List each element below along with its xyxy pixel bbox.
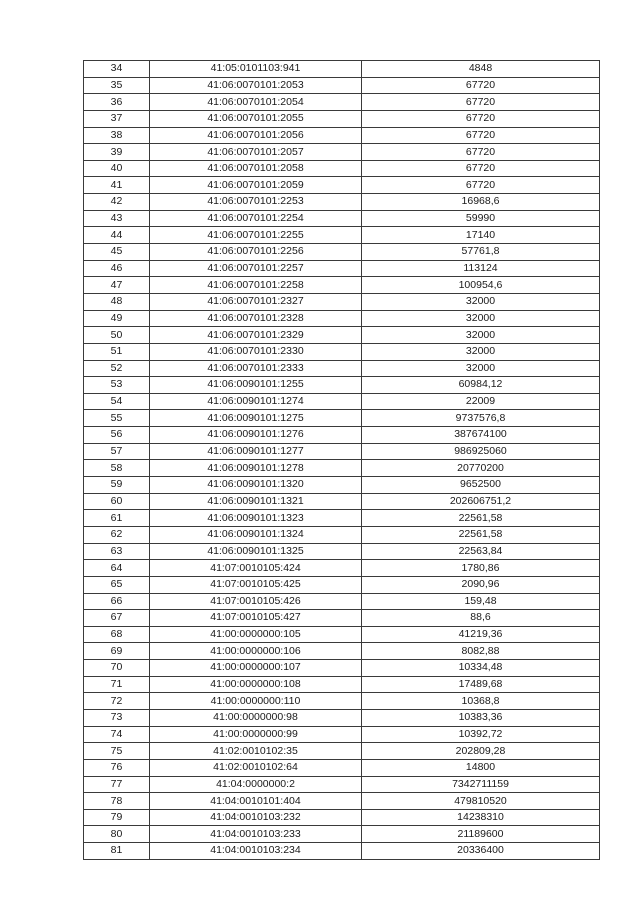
table-row — [84, 244, 600, 261]
cadastral-number-cell: 41:06:0070101:2254 — [150, 210, 362, 227]
cadastral-number-cell: 41:06:0090101:1255 — [150, 377, 362, 394]
table-row — [84, 643, 600, 660]
cadastral-number-cell: 41:06:0070101:2053 — [150, 77, 362, 94]
cadastral-number-cell: 41:07:0010105:427 — [150, 610, 362, 627]
cadastral-number-cell: 41:06:0090101:1325 — [150, 543, 362, 560]
row-number-cell: 63 — [84, 543, 150, 560]
table-row — [84, 61, 600, 78]
row-number-cell: 48 — [84, 293, 150, 310]
cadastral-number-cell: 41:04:0000000:2 — [150, 776, 362, 793]
cadastral-number-cell: 41:06:0070101:2256 — [150, 244, 362, 261]
table-row — [84, 94, 600, 111]
value-cell: 9652500 — [362, 477, 600, 494]
value-cell: 32000 — [362, 327, 600, 344]
row-number-cell: 54 — [84, 393, 150, 410]
value-cell: 10383,36 — [362, 709, 600, 726]
cadastral-number-cell: 41:06:0070101:2329 — [150, 327, 362, 344]
cadastral-number-cell: 41:06:0070101:2258 — [150, 277, 362, 294]
row-number-cell: 61 — [84, 510, 150, 527]
table-row — [84, 793, 600, 810]
table-row — [84, 393, 600, 410]
value-cell: 20336400 — [362, 843, 600, 860]
table-body — [84, 61, 600, 860]
table-row — [84, 626, 600, 643]
row-number-cell: 39 — [84, 144, 150, 161]
value-cell: 10334,48 — [362, 660, 600, 677]
table-row — [84, 144, 600, 161]
table-row — [84, 160, 600, 177]
cadastral-number-cell: 41:00:0000000:108 — [150, 676, 362, 693]
table-row — [84, 360, 600, 377]
value-cell: 10392,72 — [362, 726, 600, 743]
cadastral-number-cell: 41:06:0070101:2057 — [150, 144, 362, 161]
row-number-cell: 58 — [84, 460, 150, 477]
table-row — [84, 177, 600, 194]
table-row — [84, 77, 600, 94]
value-cell: 57761,8 — [362, 244, 600, 261]
table-row — [84, 477, 600, 494]
value-cell: 2090,96 — [362, 576, 600, 593]
table-row — [84, 693, 600, 710]
cadastral-number-cell: 41:06:0090101:1321 — [150, 493, 362, 510]
value-cell: 22561,58 — [362, 510, 600, 527]
value-cell: 17489,68 — [362, 676, 600, 693]
table-row — [84, 377, 600, 394]
row-number-cell: 73 — [84, 709, 150, 726]
value-cell: 67720 — [362, 110, 600, 127]
table-row — [84, 743, 600, 760]
row-number-cell: 77 — [84, 776, 150, 793]
value-cell: 22009 — [362, 393, 600, 410]
value-cell: 67720 — [362, 127, 600, 144]
table-row — [84, 210, 600, 227]
value-cell: 41219,36 — [362, 626, 600, 643]
cadastral-number-cell: 41:06:0070101:2327 — [150, 293, 362, 310]
value-cell: 32000 — [362, 293, 600, 310]
value-cell: 21189600 — [362, 826, 600, 843]
row-number-cell: 62 — [84, 526, 150, 543]
value-cell: 32000 — [362, 360, 600, 377]
cadastral-number-cell: 41:06:0090101:1277 — [150, 443, 362, 460]
cadastral-number-cell: 41:04:0010103:233 — [150, 826, 362, 843]
row-number-cell: 76 — [84, 759, 150, 776]
value-cell: 479810520 — [362, 793, 600, 810]
value-cell: 4848 — [362, 61, 600, 78]
cadastral-number-cell: 41:04:0010101:404 — [150, 793, 362, 810]
row-number-cell: 40 — [84, 160, 150, 177]
cadastral-number-cell: 41:06:0090101:1320 — [150, 477, 362, 494]
cadastral-number-cell: 41:06:0090101:1324 — [150, 526, 362, 543]
table-row — [84, 676, 600, 693]
table-row — [84, 293, 600, 310]
cadastral-number-cell: 41:02:0010102:64 — [150, 759, 362, 776]
value-cell: 67720 — [362, 77, 600, 94]
row-number-cell: 56 — [84, 427, 150, 444]
cadastral-number-cell: 41:06:0070101:2055 — [150, 110, 362, 127]
row-number-cell: 51 — [84, 343, 150, 360]
cadastral-number-cell: 41:06:0090101:1275 — [150, 410, 362, 427]
cadastral-number-cell: 41:00:0000000:107 — [150, 660, 362, 677]
value-cell: 9737576,8 — [362, 410, 600, 427]
value-cell: 22561,58 — [362, 526, 600, 543]
cadastral-number-cell: 41:07:0010105:426 — [150, 593, 362, 610]
row-number-cell: 69 — [84, 643, 150, 660]
value-cell: 387674100 — [362, 427, 600, 444]
table-row — [84, 510, 600, 527]
cadastral-number-cell: 41:06:0070101:2054 — [150, 94, 362, 111]
row-number-cell: 35 — [84, 77, 150, 94]
value-cell: 1780,86 — [362, 560, 600, 577]
cadastral-number-cell: 41:04:0010103:234 — [150, 843, 362, 860]
cadastral-number-cell: 41:06:0070101:2333 — [150, 360, 362, 377]
value-cell: 113124 — [362, 260, 600, 277]
row-number-cell: 75 — [84, 743, 150, 760]
table-row — [84, 843, 600, 860]
table-row — [84, 343, 600, 360]
value-cell: 67720 — [362, 94, 600, 111]
value-cell: 22563,84 — [362, 543, 600, 560]
value-cell: 8082,88 — [362, 643, 600, 660]
value-cell: 67720 — [362, 177, 600, 194]
row-number-cell: 38 — [84, 127, 150, 144]
cadastral-number-cell: 41:00:0000000:98 — [150, 709, 362, 726]
value-cell: 60984,12 — [362, 377, 600, 394]
row-number-cell: 41 — [84, 177, 150, 194]
table-row — [84, 809, 600, 826]
cadastral-number-cell: 41:06:0070101:2059 — [150, 177, 362, 194]
table-row — [84, 493, 600, 510]
row-number-cell: 36 — [84, 94, 150, 111]
row-number-cell: 68 — [84, 626, 150, 643]
table-row — [84, 726, 600, 743]
value-cell: 67720 — [362, 144, 600, 161]
cadastral-number-cell: 41:04:0010103:232 — [150, 809, 362, 826]
row-number-cell: 43 — [84, 210, 150, 227]
row-number-cell: 64 — [84, 560, 150, 577]
row-number-cell: 45 — [84, 244, 150, 261]
cadastral-number-cell: 41:06:0070101:2056 — [150, 127, 362, 144]
cadastral-number-cell: 41:06:0070101:2255 — [150, 227, 362, 244]
row-number-cell: 78 — [84, 793, 150, 810]
value-cell: 16968,6 — [362, 194, 600, 211]
cadastral-number-cell: 41:05:0101103:941 — [150, 61, 362, 78]
table-row — [84, 277, 600, 294]
cadastral-number-cell: 41:00:0000000:106 — [150, 643, 362, 660]
row-number-cell: 46 — [84, 260, 150, 277]
value-cell: 32000 — [362, 343, 600, 360]
cadastral-number-cell: 41:00:0000000:105 — [150, 626, 362, 643]
table-row — [84, 826, 600, 843]
cadastral-number-cell: 41:02:0010102:35 — [150, 743, 362, 760]
cadastral-number-cell: 41:00:0000000:99 — [150, 726, 362, 743]
value-cell: 59990 — [362, 210, 600, 227]
table-row — [84, 427, 600, 444]
cadastral-number-cell: 41:06:0090101:1323 — [150, 510, 362, 527]
table-row — [84, 593, 600, 610]
row-number-cell: 79 — [84, 809, 150, 826]
row-number-cell: 66 — [84, 593, 150, 610]
table-row — [84, 610, 600, 627]
row-number-cell: 74 — [84, 726, 150, 743]
cadastral-number-cell: 41:06:0070101:2253 — [150, 194, 362, 211]
cadastral-number-cell: 41:06:0070101:2058 — [150, 160, 362, 177]
row-number-cell: 55 — [84, 410, 150, 427]
table-row — [84, 460, 600, 477]
row-number-cell: 65 — [84, 576, 150, 593]
value-cell: 986925060 — [362, 443, 600, 460]
cadastral-number-cell: 41:06:0070101:2328 — [150, 310, 362, 327]
table-row — [84, 310, 600, 327]
value-cell: 88,6 — [362, 610, 600, 627]
cadastral-number-cell: 41:07:0010105:425 — [150, 576, 362, 593]
table-row — [84, 110, 600, 127]
table-row — [84, 443, 600, 460]
table-row — [84, 410, 600, 427]
value-cell: 14800 — [362, 759, 600, 776]
row-number-cell: 70 — [84, 660, 150, 677]
cadastral-number-cell: 41:07:0010105:424 — [150, 560, 362, 577]
value-cell: 17140 — [362, 227, 600, 244]
table-row — [84, 327, 600, 344]
row-number-cell: 47 — [84, 277, 150, 294]
value-cell: 32000 — [362, 310, 600, 327]
cadastral-number-cell: 41:06:0090101:1274 — [150, 393, 362, 410]
table-row — [84, 759, 600, 776]
table-row — [84, 660, 600, 677]
row-number-cell: 71 — [84, 676, 150, 693]
row-number-cell: 72 — [84, 693, 150, 710]
value-cell: 202606751,2 — [362, 493, 600, 510]
value-cell: 100954,6 — [362, 277, 600, 294]
row-number-cell: 37 — [84, 110, 150, 127]
table-row — [84, 127, 600, 144]
cadastral-number-cell: 41:06:0090101:1276 — [150, 427, 362, 444]
row-number-cell: 59 — [84, 477, 150, 494]
table-row — [84, 526, 600, 543]
table-row — [84, 576, 600, 593]
row-number-cell: 67 — [84, 610, 150, 627]
row-number-cell: 57 — [84, 443, 150, 460]
table-row — [84, 543, 600, 560]
row-number-cell: 42 — [84, 194, 150, 211]
row-number-cell: 80 — [84, 826, 150, 843]
value-cell: 10368,8 — [362, 693, 600, 710]
row-number-cell: 60 — [84, 493, 150, 510]
row-number-cell: 81 — [84, 843, 150, 860]
table-row — [84, 194, 600, 211]
row-number-cell: 53 — [84, 377, 150, 394]
value-cell: 7342711159 — [362, 776, 600, 793]
table-row — [84, 260, 600, 277]
table-row — [84, 709, 600, 726]
row-number-cell: 44 — [84, 227, 150, 244]
cadastral-value-table — [83, 60, 600, 860]
table-row — [84, 560, 600, 577]
cadastral-number-cell: 41:06:0070101:2330 — [150, 343, 362, 360]
row-number-cell: 52 — [84, 360, 150, 377]
table-row — [84, 776, 600, 793]
cadastral-number-cell: 41:06:0090101:1278 — [150, 460, 362, 477]
value-cell: 14238310 — [362, 809, 600, 826]
row-number-cell: 34 — [84, 61, 150, 78]
table-row — [84, 227, 600, 244]
cadastral-number-cell: 41:06:0070101:2257 — [150, 260, 362, 277]
row-number-cell: 49 — [84, 310, 150, 327]
value-cell: 67720 — [362, 160, 600, 177]
value-cell: 202809,28 — [362, 743, 600, 760]
value-cell: 20770200 — [362, 460, 600, 477]
cadastral-number-cell: 41:00:0000000:110 — [150, 693, 362, 710]
row-number-cell: 50 — [84, 327, 150, 344]
value-cell: 159,48 — [362, 593, 600, 610]
